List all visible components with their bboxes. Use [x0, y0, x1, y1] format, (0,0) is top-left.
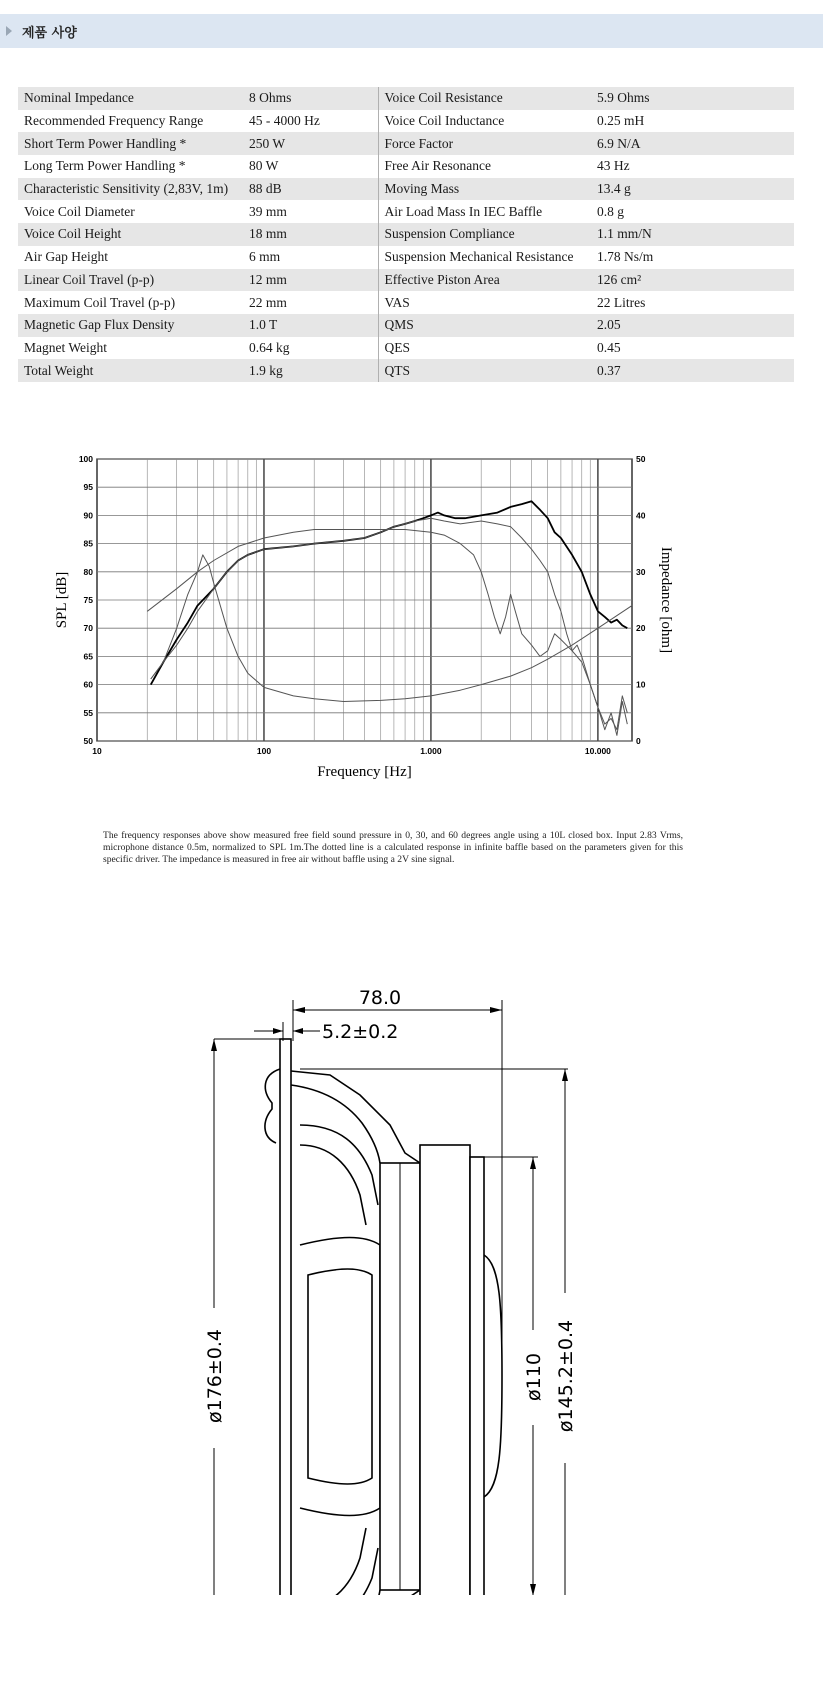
spec-row: [18, 337, 794, 360]
x-tick-label: 1.000: [420, 746, 442, 756]
spec-label: Suspension Mechanical Resistance: [378, 246, 591, 269]
y-tick-label: 90: [83, 510, 93, 521]
spec-label: VAS: [378, 291, 591, 314]
spec-row: [18, 246, 794, 269]
spec-value: 2.05: [591, 314, 794, 337]
basket-spoke: [300, 1548, 378, 1595]
spec-value: 22 Litres: [591, 291, 794, 314]
dim-arrow: [273, 1028, 303, 1034]
flange-plate: [280, 1039, 291, 1595]
spec-value: 1.0 T: [243, 314, 378, 337]
spec-label: Moving Mass: [378, 178, 591, 201]
spec-value: 0.64 kg: [243, 337, 378, 360]
spec-row: [18, 87, 794, 110]
y-tick-label: 100: [78, 455, 93, 464]
y-tick-label: 50: [83, 736, 93, 746]
spec-label: Voice Coil Inductance: [378, 110, 591, 133]
spec-value: 13.4 g: [591, 178, 794, 201]
spec-value: 5.9 Ohms: [591, 87, 794, 110]
flange-label: 5.2±0.2: [322, 1021, 399, 1043]
y2-tick-label: 10: [636, 679, 646, 690]
y-tick-label: 55: [83, 707, 93, 718]
spec-value: 0.8 g: [591, 200, 794, 223]
spec-value: 45 - 4000 Hz: [243, 110, 378, 133]
spec-value: 6 mm: [243, 246, 378, 269]
y2-tick-label: 0: [636, 736, 641, 746]
spec-label: Total Weight: [18, 359, 243, 382]
drawing-svg: [0, 975, 823, 1595]
spec-label: Magnetic Gap Flux Density: [18, 314, 243, 337]
chart-svg: [0, 455, 823, 895]
depth-label: 78.0: [358, 987, 402, 1009]
spec-label: Air Gap Height: [18, 246, 243, 269]
spec-value: 88 dB: [243, 178, 378, 201]
back-plate: [470, 1157, 484, 1595]
y-tick-label: 70: [83, 623, 93, 634]
spec-value: 39 mm: [243, 200, 378, 223]
spec-row: [18, 132, 794, 155]
spec-value: 80 W: [243, 155, 378, 178]
y-tick-label: 95: [83, 482, 93, 493]
y-tick-label: 60: [83, 679, 93, 690]
spec-value: 1.9 kg: [243, 359, 378, 382]
spec-label: Air Load Mass In IEC Baffle: [378, 200, 591, 223]
spec-row: [18, 314, 794, 337]
spec-label: Magnet Weight: [18, 337, 243, 360]
y-tick-label: 80: [83, 566, 93, 577]
spec-value: 12 mm: [243, 269, 378, 292]
spec-value: 43 Hz: [591, 155, 794, 178]
outer-dia-label: ø176±0.4: [204, 1328, 226, 1424]
y2-tick-label: 30: [636, 566, 646, 577]
spec-row: [18, 359, 794, 382]
spec-value: 126 cm²: [591, 269, 794, 292]
spec-row: [18, 291, 794, 314]
spec-label: QES: [378, 337, 591, 360]
section-header: [0, 14, 823, 48]
chart-caption: The frequency responses above show measured free field sound pressure in 0, 30, and 60 degrees angle using a 10L closed box. Input 2.83 Vrms, microphone distance 0.5m, normalized to SPL 1m.The dotted line is a calculated response in infinite baffle based on the parameters given for this specific driver. The impedance is measured in free air without baffle using a 2V sine signal.: [103, 830, 683, 865]
spec-label: Force Factor: [378, 132, 591, 155]
y2-axis-label: Impedance [ohm]: [658, 546, 674, 654]
spec-label: Linear Coil Travel (p-p): [18, 269, 243, 292]
spec-value: 0.37: [591, 359, 794, 382]
spec-label: Voice Coil Diameter: [18, 200, 243, 223]
spec-value: 250 W: [243, 132, 378, 155]
spec-label: Voice Coil Resistance: [378, 87, 591, 110]
y2-tick-label: 40: [636, 510, 646, 521]
cutout-dia-label: ø145.2±0.4: [555, 1319, 577, 1433]
frequency-response-chart: [0, 455, 823, 895]
y-tick-label: 65: [83, 651, 93, 662]
x-tick-label: 10.000: [584, 746, 611, 756]
spec-label: Voice Coil Height: [18, 223, 243, 246]
magnet-dia-label: ø110: [523, 1353, 545, 1401]
spec-label: Recommended Frequency Range: [18, 110, 243, 133]
spec-label: Characteristic Sensitivity (2,83V, 1m): [18, 178, 243, 201]
spec-value: 0.45: [591, 337, 794, 360]
basket-window: [300, 1238, 380, 1516]
section-title: 제품 사양: [22, 26, 77, 41]
spec-table: [18, 87, 794, 382]
spec-value: 18 mm: [243, 223, 378, 246]
x-axis-label: Frequency [Hz]: [317, 764, 412, 780]
dimension-drawing: [0, 975, 823, 1595]
spec-value: 1.1 mm/N: [591, 223, 794, 246]
spec-value: 1.78 Ns/m: [591, 246, 794, 269]
surround-top: [265, 1069, 280, 1143]
spec-label: Free Air Resonance: [378, 155, 591, 178]
spec-label: Maximum Coil Travel (p-p): [18, 291, 243, 314]
spec-label: Nominal Impedance: [18, 87, 243, 110]
spec-row: [18, 178, 794, 201]
y-axis-label: SPL [dB]: [54, 571, 70, 629]
y2-tick-label: 50: [636, 455, 646, 464]
spec-value: 8 Ohms: [243, 87, 378, 110]
basket-top-inner: [291, 1085, 380, 1163]
spec-label: QMS: [378, 314, 591, 337]
spec-label: Long Term Power Handling *: [18, 155, 243, 178]
basket-top-outer: [291, 1071, 420, 1163]
spec-row: [18, 269, 794, 292]
spec-row: [18, 223, 794, 246]
basket-window-inner: [308, 1269, 372, 1484]
spec-row: [18, 155, 794, 178]
y2-tick-label: 20: [636, 623, 646, 634]
spec-row: [18, 200, 794, 223]
spec-value: 0.25 mH: [591, 110, 794, 133]
y-tick-label: 75: [83, 595, 93, 605]
pole-vent: [484, 1255, 502, 1497]
basket-spoke: [300, 1125, 378, 1205]
basket-spoke: [300, 1528, 366, 1595]
spec-label: Effective Piston Area: [378, 269, 591, 292]
triangle-arrow-icon: [6, 26, 12, 36]
magnet: [420, 1145, 470, 1595]
x-tick-label: 10: [92, 746, 102, 756]
spec-value: 6.9 N/A: [591, 132, 794, 155]
spec-row: [18, 110, 794, 133]
spec-label: QTS: [378, 359, 591, 382]
spec-label: Short Term Power Handling *: [18, 132, 243, 155]
spec-label: Suspension Compliance: [378, 223, 591, 246]
spec-value: 22 mm: [243, 291, 378, 314]
y-tick-label: 85: [83, 538, 93, 549]
basket-spoke: [300, 1145, 366, 1225]
x-tick-label: 100: [256, 746, 272, 756]
